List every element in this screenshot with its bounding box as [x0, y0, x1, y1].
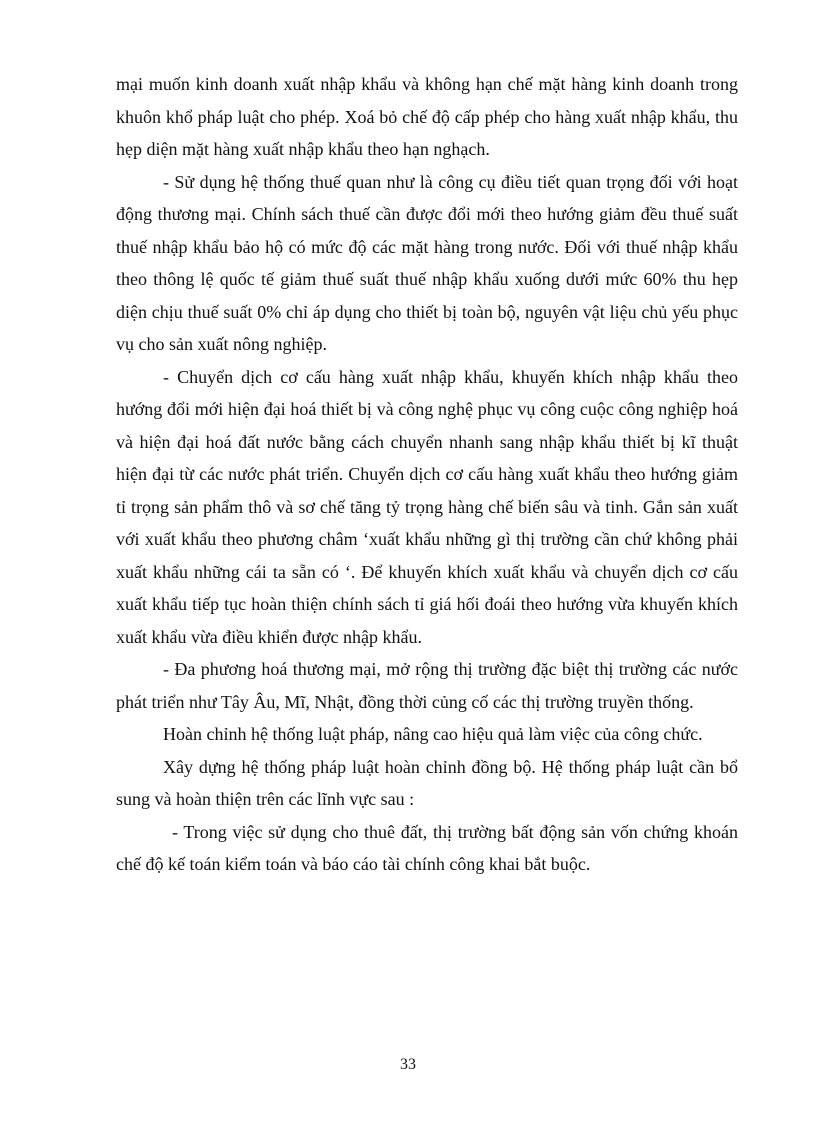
paragraph-market-diversification: - Đa phương hoá thương mại, mở rộng thị trường đặc biệt thị trường các nước phát triển như Tây Âu, Mĩ, Nhật, đồng thời củng cố các thị trường truyền thống. [116, 659, 738, 712]
paragraph-land-use: - Trong việc sử dụng cho thuê đất, thị trường bất động sản vốn chứng khoán chế độ kế toán kiểm toán và báo cáo tài chính công khai bắt buộc. [116, 821, 738, 874]
paragraph-continuation: mại muốn kinh doanh xuất nhập khẩu và không hạn chế mặt hàng kinh doanh trong khuôn khổ pháp luật cho phép. Xoá bỏ chế độ cấp phép cho hàng xuất nhập khẩu, thu hẹp diện mặt hàng xuất nhập khẩu theo hạn nghạch. [116, 74, 738, 159]
paragraph-tariff-policy: - Sử dụng hệ thống thuế quan như là công cụ điều tiết quan trọng đối với hoạt động thương mại. Chính sách thuế cần được đổi mới theo hướng giảm đều thuế suất thuế nhập khẩu bảo hộ có mức độ các mặt hàng trong nước. Đối với thuế nhập khẩu theo thông lệ quốc tế giảm thuế suất thuế nhập khẩu xuống dưới mức 60% thu hẹp diện chịu thuế suất 0% chỉ áp dụng cho thiết bị toàn bộ, nguyên vật liệu chủ yếu phục vụ cho sản xuất nông nghiệp. [116, 171, 738, 354]
body-text [116, 68, 738, 881]
paragraph-legal-system: Xây dựng hệ thống pháp luật hoàn chỉnh đồng bộ. Hệ thống pháp luật cần bổ sung và hoàn thiện trên các lĩnh vực sau : [116, 756, 738, 809]
paragraph-legal-system-heading: Hoàn chỉnh hệ thống luật pháp, nâng cao hiệu quả làm việc của công chức. [163, 724, 703, 744]
paragraph-trade-structure: - Chuyển dịch cơ cấu hàng xuất nhập khẩu, khuyến khích nhập khẩu theo hướng đổi mới hiện đại hoá thiết bị và công nghệ phục vụ công cuộc công nghiệp hoá và hiện đại hoá đất nước bằng cách chuyển nhanh sang nhập khẩu thiết bị kĩ thuật hiện đại từ các nước phát triển. Chuyển dịch cơ cấu hàng xuất khẩu theo hướng giảm tỉ trọng sản phẩm thô và sơ chế tăng tỷ trọng hàng chế biến sâu và tinh. Gắn sản xuất với xuất khẩu theo phương châm ‘xuất khẩu những gì thị trường cần chứ không phải xuất khẩu những cái ta sẵn có ‘. Để khuyến khích xuất khẩu và chuyển dịch cơ cấu xuất khẩu tiếp tục hoàn thiện chính sách tỉ giá hối đoái theo hướng vừa khuyến khích xuất khẩu vừa điều khiển được nhập khẩu. [116, 366, 738, 647]
page-number: 33 [400, 1056, 416, 1073]
